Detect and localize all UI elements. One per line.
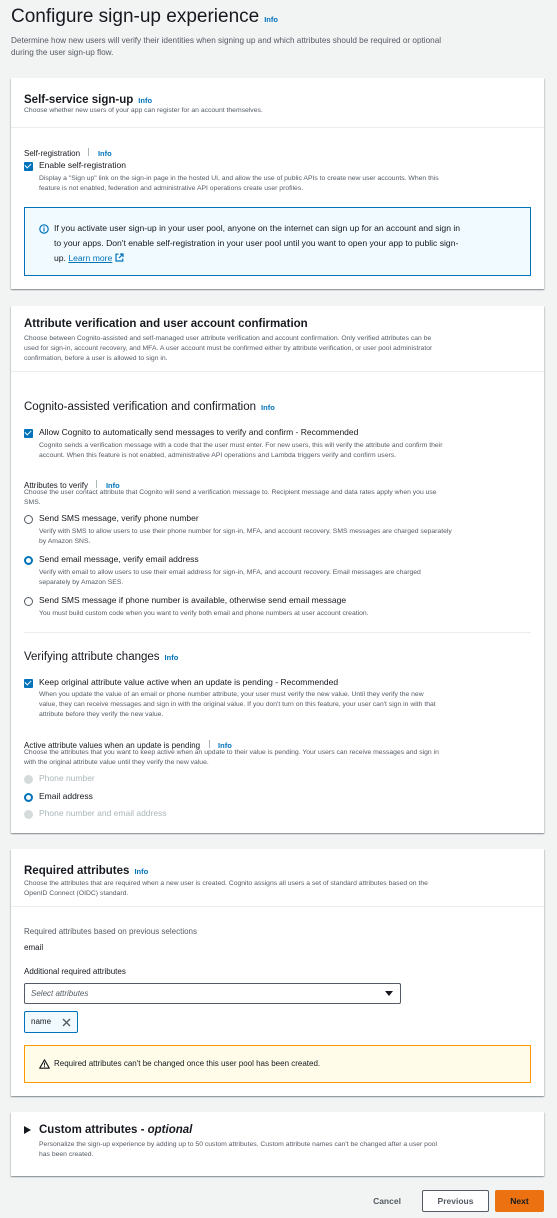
required-attributes-info-link[interactable]: Info xyxy=(134,867,149,876)
enable-self-registration-label: Enable self-registration xyxy=(39,160,126,170)
cognito-assisted-title-row xyxy=(24,397,275,415)
select-attributes-dropdown[interactable] xyxy=(24,983,401,1004)
verification-description: Choose between Cognito-assisted and self-managed user attribute verification and account confirmation. Only verified attributes can be used for sign-in, account recovery, and MFA. A user account must be confirmed either by attribute verification, or user pool administrator confirmation, before a user is allowed to sign in. xyxy=(24,335,433,362)
caret-right-icon[interactable] xyxy=(24,1126,31,1134)
page-info-link[interactable]: Info xyxy=(264,15,278,24)
custom-attributes-description: Personalize the sign-up experience by adding up to 50 custom attributes. Custom attribute names can't be changed after a user pool has been created. xyxy=(39,1141,438,1158)
keep-original-checkbox[interactable] xyxy=(24,679,33,688)
attributes-to-verify-description: Choose the user contact attribute that Cognito will send a verification message to. Recipient message and data rates apply when you use SMS. xyxy=(24,489,437,506)
verifying-changes-title: Verifying attribute changes xyxy=(24,651,160,663)
warning-text: Required attributes can't be changed once this user pool has been created. xyxy=(54,1059,321,1068)
allow-cognito-label: Allow Cognito to automatically send messages to verify and confirm - Recommended xyxy=(39,427,359,437)
cognito-assisted-info-link[interactable]: Info xyxy=(261,403,275,412)
close-icon[interactable] xyxy=(62,1018,71,1027)
self-service-description: Choose whether new users of your app can register for an account themselves. xyxy=(24,107,263,114)
radio-sms-verify-phone[interactable] xyxy=(24,515,33,524)
page-description: Determine how new users will verify their identities when signing up and which attributes should be required or optional during the user sign-up flow. xyxy=(11,36,442,57)
self-registration-label-row xyxy=(24,143,112,161)
active-values-description: Choose the attributes that you want to keep active when an update to their value is pending. Your users can receive messages and sign in with the original attribute value until they verify the new value. xyxy=(24,749,439,766)
previous-button[interactable]: Previous xyxy=(422,1190,489,1212)
custom-attributes-title[interactable]: Custom attributes - optional xyxy=(39,1124,193,1136)
alert-text: If you activate user sign-up in your user pool, anyone on the internet can sign up for an account and sign in to your apps. Don't enable self-registration in your user pool until you want to open your app to public sign- up. Learn more xyxy=(54,223,461,263)
self-registration-info-link[interactable]: Info xyxy=(97,149,112,158)
name-token xyxy=(24,1011,78,1033)
active-values-label: Active attribute values when an update is pending xyxy=(24,741,201,750)
radio-sms-otherwise-email[interactable] xyxy=(24,597,33,606)
verifying-changes-title-row xyxy=(24,647,178,665)
page-title-row xyxy=(11,6,278,28)
caret-down-icon xyxy=(385,991,393,997)
keep-original-label: Keep original attribute value active when an update is pending - Recommended xyxy=(39,677,339,687)
info-circle-icon xyxy=(39,224,49,234)
section-divider xyxy=(24,632,531,633)
required-attributes-description: Choose the attributes that are required when a new user is created. Cognito assigns all users a set of standard attributes based on the OpenID Connect (OIDC) standard. xyxy=(24,880,428,897)
required-attributes-title: Required attributes xyxy=(24,865,130,877)
active-phone-and-email-label: Phone number and email address xyxy=(39,808,167,818)
additional-required-label: Additional required attributes xyxy=(24,967,126,976)
enable-self-registration-checkbox[interactable] xyxy=(24,162,33,171)
radio-active-phone-and-email[interactable] xyxy=(24,810,33,819)
warning-icon xyxy=(39,1059,50,1069)
next-button[interactable]: Next xyxy=(495,1190,544,1212)
self-service-title: Self-service sign-up xyxy=(24,94,134,106)
radio-email-verify-email[interactable] xyxy=(24,556,33,565)
active-email-address-label: Email address xyxy=(39,791,93,801)
attributes-to-verify-label: Attributes to verify xyxy=(24,481,89,490)
self-registration-label: Self-registration xyxy=(24,149,81,158)
sms-otherwise-email-label: Send SMS message if phone number is available, otherwise send email message xyxy=(39,595,347,605)
active-phone-number-label: Phone number xyxy=(39,773,95,783)
enable-self-registration-description: Display a "Sign up" link on the sign-in page in the hosted UI, and allow the use of public APIs to create new user accounts. When this feature is not enabled, federation and administrative API operations create user profiles. xyxy=(39,175,439,192)
previous-selections-label: Required attributes based on previous selections xyxy=(24,927,197,936)
allow-cognito-checkbox[interactable] xyxy=(24,429,33,438)
self-registration-info-alert xyxy=(24,207,531,276)
sms-verify-phone-label: Send SMS message, verify phone number xyxy=(39,513,199,523)
sms-verify-phone-description: Verify with SMS to allow users to use their phone number for sign-in, MFA, and account recovery. SMS messages are charged separately by Amazon SNS. xyxy=(39,528,452,545)
sms-otherwise-email-description: You must build custom code when you want to verify both email and phone numbers at user account creation. xyxy=(39,610,369,617)
verification-title: Attribute verification and user account confirmation xyxy=(24,318,308,330)
email-verify-email-description: Verify with email to allow users to use their email address for sign-in, MFA, and account recovery. Email messages are charged separately by Amazon SES. xyxy=(39,569,421,586)
cancel-button[interactable]: Cancel xyxy=(373,1196,401,1206)
name-token-label: name xyxy=(31,1017,52,1026)
email-verify-email-label: Send email message, verify email address xyxy=(39,554,199,564)
cognito-assisted-title: Cognito-assisted verification and confirmation xyxy=(24,401,257,413)
verifying-changes-info-link[interactable]: Info xyxy=(164,653,179,662)
active-values-info-link[interactable]: Info xyxy=(218,741,232,750)
required-attributes-title-row xyxy=(24,861,148,879)
radio-active-email-address[interactable] xyxy=(24,793,33,802)
previous-selections-value: email xyxy=(24,943,44,952)
page-title: Configure sign-up experience xyxy=(11,6,260,27)
attributes-to-verify-info-link[interactable]: Info xyxy=(105,481,120,490)
allow-cognito-description: Cognito sends a verification message with a code that the user must enter. For new users, this will verify the attribute and confirm their account. When this feature is not enabled, administrative API operations and Lambda triggers verify and confirm users. xyxy=(39,442,443,459)
select-attributes-placeholder: Select attributes xyxy=(31,989,89,998)
self-service-info-link[interactable]: Info xyxy=(138,96,153,105)
required-attributes-warning xyxy=(24,1045,531,1083)
radio-active-phone-number[interactable] xyxy=(24,775,33,784)
external-link-icon xyxy=(115,253,124,262)
keep-original-description: When you update the value of an email or phone number attribute, your user must verify the new value. Until they verify the new value, they can receive messages and sign in with the original value. If you don't turn on this feature, your user can't sign in with that attribute before they verify the new value. xyxy=(39,691,436,718)
learn-more-link[interactable]: Learn more xyxy=(68,253,113,263)
